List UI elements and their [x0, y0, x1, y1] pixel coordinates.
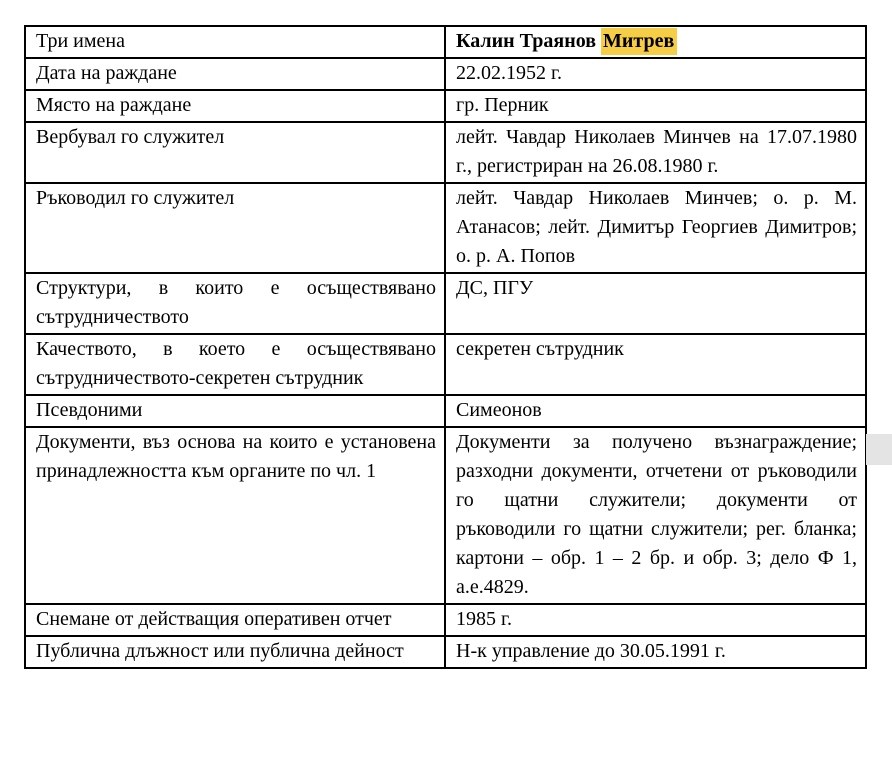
field-label-birth-place: Място на раждане: [25, 90, 445, 122]
row-capacity: [25, 334, 866, 395]
field-value-public-position: Н-к управление до 30.05.1991 г.: [445, 636, 866, 668]
field-label-full-name: Три имена: [25, 26, 445, 58]
row-handling-officers: [25, 183, 866, 273]
row-structures: [25, 273, 866, 334]
field-label-pseudonyms: Псевдоними: [25, 395, 445, 427]
field-value-recruiting-officer: лейт. Чавдар Николаев Минчев на 17.07.1980 г., регистриран на 26.08.1980 г.: [445, 122, 866, 183]
field-value-handling-officers: лейт. Чавдар Николаев Минчев; о. р. М. Атанасов; лейт. Димитър Георгиев Димитров; о. р. А. Попов: [445, 183, 866, 273]
field-value-documents: Документи за получено възнаграждение; разходни документи, отчетени от ръководили го щатни служители; документи от ръководили го щатни служители; рег. бланка; картони – обр. 1 – 2 бр. и обр. 3; дело Ф 1, а.е.4829.: [445, 427, 866, 604]
field-label-birth-date: Дата на раждане: [25, 58, 445, 90]
field-label-public-position: Публична длъжност или публична дейност: [25, 636, 445, 668]
row-documents: [25, 427, 866, 604]
row-pseudonyms: [25, 395, 866, 427]
row-public-position: [25, 636, 866, 668]
field-label-structures: Структури, в които е осъществявано сътрудничеството: [25, 273, 445, 334]
field-value-pseudonyms: Симеонов: [445, 395, 866, 427]
scrollbar-thumb[interactable]: [866, 434, 892, 465]
field-value-removal-from-records: 1985 г.: [445, 604, 866, 636]
row-birth-place: [25, 90, 866, 122]
field-value-structures: ДС, ПГУ: [445, 273, 866, 334]
field-value-capacity: секретен сътрудник: [445, 334, 866, 395]
field-value-full-name: [445, 26, 866, 58]
field-label-removal-from-records: Снемане от действащия оперативен отчет: [25, 604, 445, 636]
row-full-name: [25, 26, 866, 58]
field-value-birth-date: 22.02.1952 г.: [445, 58, 866, 90]
row-birth-date: [25, 58, 866, 90]
field-label-handling-officers: Ръководил го служител: [25, 183, 445, 273]
dossier-table: [24, 25, 867, 669]
field-label-recruiting-officer: Вербувал го служител: [25, 122, 445, 183]
field-value-birth-place: гр. Перник: [445, 90, 866, 122]
row-removal-from-records: [25, 604, 866, 636]
field-label-capacity: Качеството, в което е осъществявано сътрудничеството-секретен сътрудник: [25, 334, 445, 395]
highlighted-surname: Митрев: [601, 28, 677, 55]
field-label-documents: Документи, въз основа на които е установена принадлежността към органите по чл. 1: [25, 427, 445, 604]
full-name-text: Калин Траянов: [456, 30, 602, 52]
row-recruiting-officer: [25, 122, 866, 183]
